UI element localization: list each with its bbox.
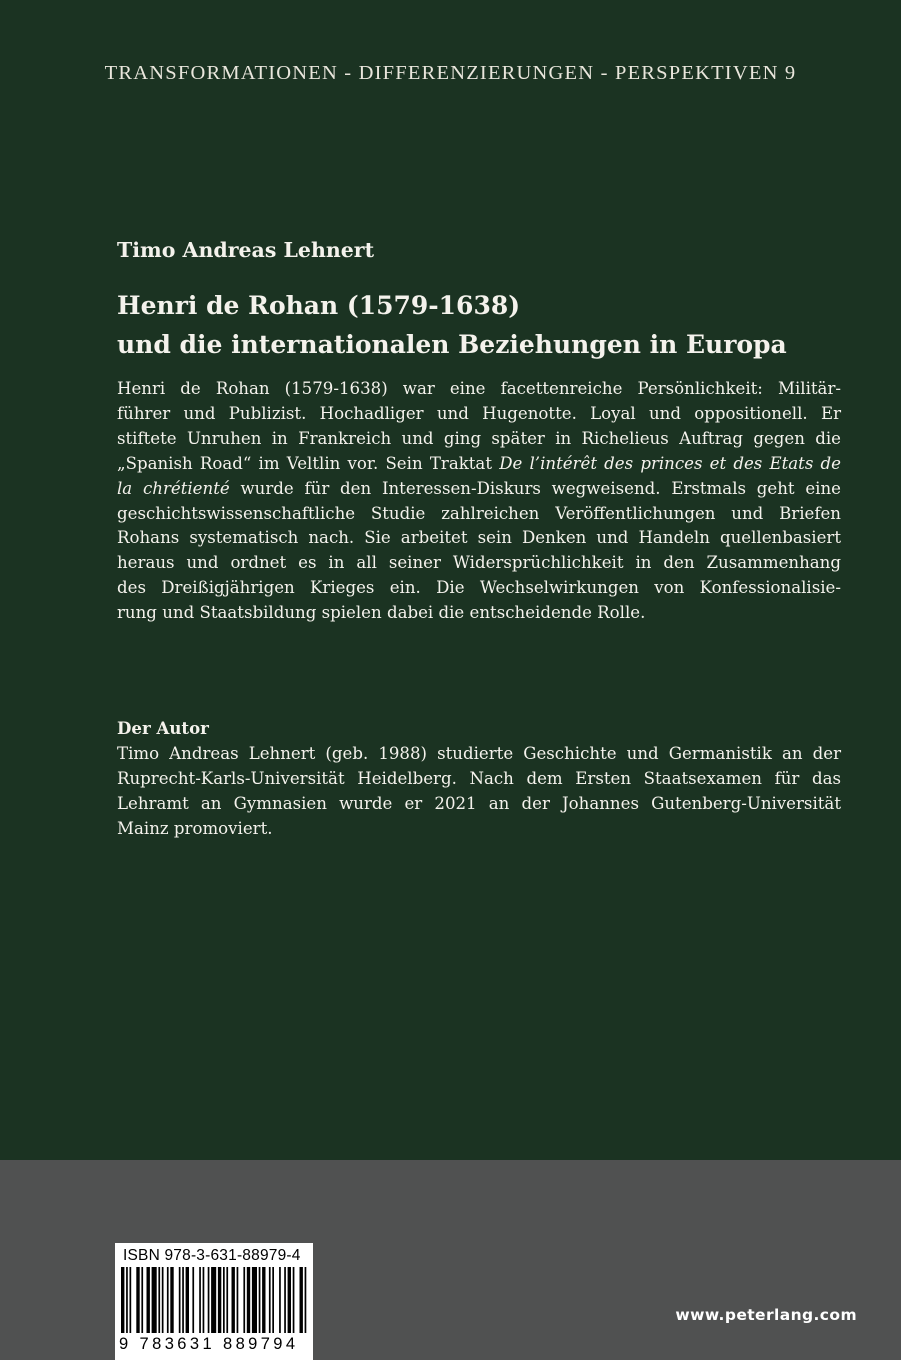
barcode-bar [162,1267,164,1333]
barcode-bar [305,1267,307,1333]
barcode-bar [243,1267,245,1333]
author-bio-heading: Der Autor [117,718,209,738]
book-title [117,286,837,364]
barcode-bar [186,1267,189,1333]
barcode-bar [167,1267,169,1333]
barcode-bars-icon [121,1267,307,1335]
barcode-bar [284,1267,286,1333]
barcode-bar [126,1267,128,1333]
book-title-line-2: und die internationalen Beziehungen in Europa [117,330,787,359]
bio-line: Ruprecht-Karls-Universität Heidelberg. Nach dem Ersten Staatsexamen für das [117,768,841,788]
barcode-bar [147,1267,150,1333]
abstract-line: geschichtswissenschaftliche Studie zahlreichen Veröffentlichungen und Briefen [117,503,841,523]
barcode-bar [252,1267,257,1333]
publisher-url: www.peterlang.com [675,1306,857,1324]
barcode-bar [269,1267,271,1333]
abstract-line: heraus und ordnet es in all seiner Widersprüchlichkeit in den Zusammenhang [117,553,841,573]
barcode-bar [237,1267,239,1333]
bio-line: Lehramt an Gymnasien wurde er 2021 an der Johannes Gutenberg-Universität [117,793,841,813]
isbn-barcode [115,1243,313,1360]
abstract-line [117,477,841,502]
barcode-bar [203,1267,205,1333]
abstract-line [117,452,841,477]
abstract-line: stiftete Unruhen in Frankreich und ging später in Richelieus Auftrag gegen die [117,428,841,448]
barcode-bar [152,1267,157,1333]
abstract-line-part: wurde für den Interessen-Diskurs wegweisend. Erstmals geht eine [229,478,841,498]
barcode-bar [199,1267,201,1333]
barcode-bar [288,1267,291,1333]
abstract-line: Rohans systematisch nach. Sie arbeitet sein Denken und Handeln quellenbasiert [117,528,841,548]
barcode-bar [262,1267,265,1333]
barcode-bar [121,1267,124,1333]
barcode-bar [279,1267,281,1333]
barcode-bar [272,1267,274,1333]
barcode-bar [208,1267,210,1333]
barcode-bar [259,1267,261,1333]
treatise-title-italic: la chrétienté [117,478,230,498]
barcode-bar [247,1267,250,1333]
abstract-line-part: „Spanish Road“ im Veltlin vor. Sein Traktat [117,453,500,473]
abstract-line: führer und Publizist. Hochadliger und Hugenotte. Loyal und oppositionell. Er [117,403,841,423]
bio-line: Mainz promoviert. [117,818,273,838]
treatise-title-italic: De l’intérêt des princes et des Etats de [499,453,841,473]
abstract-text [117,377,841,626]
barcode-bar [170,1267,173,1333]
barcode-bar [218,1267,221,1333]
barcode-bar [293,1267,295,1333]
barcode-bar [223,1267,225,1333]
barcode-bar [179,1267,181,1333]
abstract-line: rung und Staatsbildung spielen dabei die entscheidende Rolle. [117,603,646,623]
author-bio-text [117,742,841,842]
barcode-bar [300,1267,303,1333]
barcode-bar [232,1267,235,1333]
author-name: Timo Andreas Lehnert [117,238,375,262]
barcode-bar [226,1267,228,1333]
barcode-bar [130,1267,132,1333]
series-title: TRANSFORMATIONEN - DIFFERENZIERUNGEN - PERSPEKTIVEN 9 [104,62,797,84]
barcode-bar [192,1267,194,1333]
isbn-label: ISBN 978-3-631-88979-4 [123,1247,301,1264]
barcode-bar [158,1267,160,1333]
abstract-line: Henri de Rohan (1579-1638) war eine facettenreiche Persönlichkeit: Militär- [117,379,841,398]
book-title-line-1: Henri de Rohan (1579-1638) [117,291,521,320]
ean-digits: 9 783631 889794 [119,1335,299,1353]
barcode-bar [182,1267,184,1333]
barcode-bar [136,1267,139,1333]
barcode-bar [211,1267,216,1333]
barcode-bar [141,1267,143,1333]
abstract-line: des Dreißigjährigen Krieges ein. Die Wechselwirkungen von Konfessionalisie- [117,578,841,598]
bio-line: Timo Andreas Lehnert (geb. 1988) studierte Geschichte und Germanistik an der [117,744,841,763]
